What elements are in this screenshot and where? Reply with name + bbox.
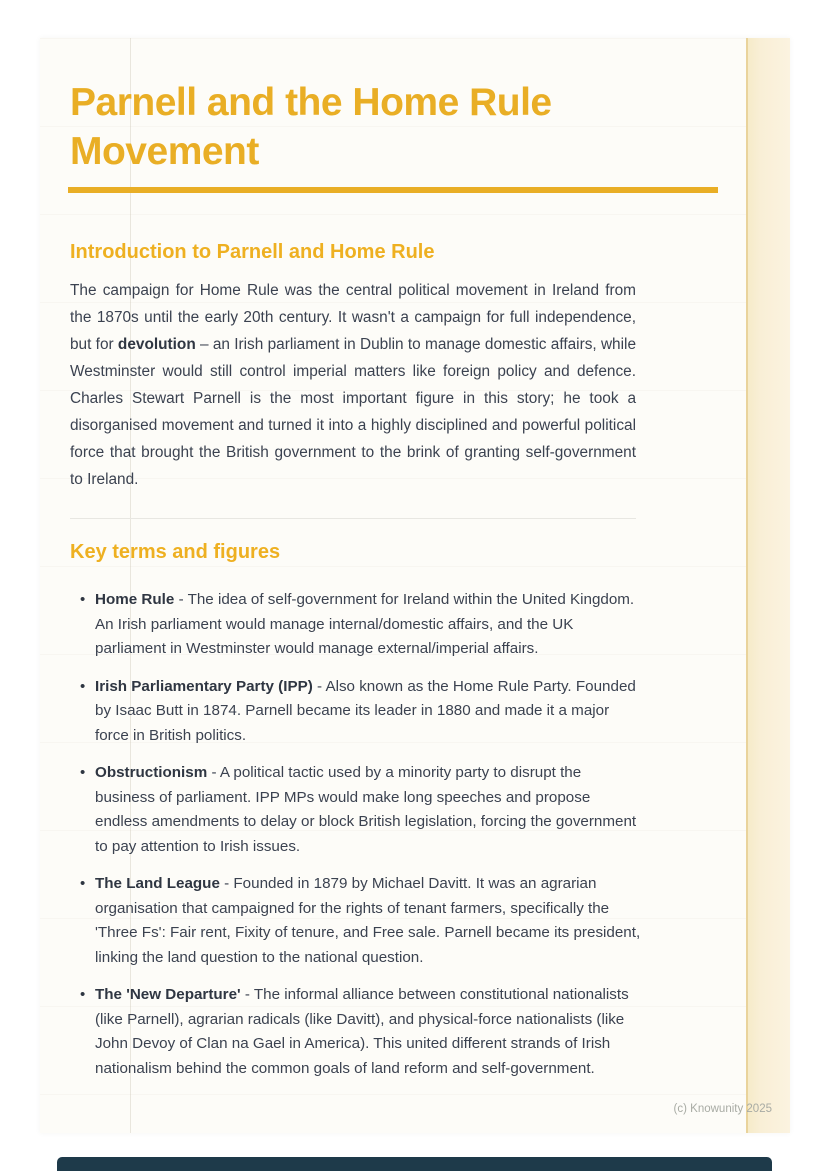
term-description: - The informal alliance between constitutional nationalists (like Parnell), agrarian radicals (like Davitt), and physical-force nationalists (like John Devoy of Clan na Gael in America). This united different strands of Irish nationalism behind the common goals of land reform and self-government.	[95, 986, 629, 1077]
intro-bold-term: devolution	[117, 336, 196, 353]
term-description: - The idea of self-government for Ireland within the United Kingdom. An Irish parliament would manage internal/domestic affairs, and the UK parliament in Westminster would manage external/imperial affairs.	[95, 591, 635, 657]
list-item	[80, 872, 643, 970]
list-item	[80, 761, 643, 859]
bullet-icon: •	[80, 986, 86, 1003]
intro-text-after: – an Irish parliament in Dublin to manage domestic affairs, while Westminster would still control imperial matters like foreign policy and defence. Charles Stewart Parnell is the most important figure in this story; he took a disorganised movement and turned it into a highly disciplined and powerful political force that brought the British government to the brink of granting self-government to Ireland.	[70, 336, 637, 488]
copyright-notice: (c) Knowunity 2025	[673, 1103, 772, 1115]
term-description: - Founded in 1879 by Michael Davitt. It was an agrarian organisation that campaigned for the rights of tenant farmers, specifically the 'Three Fs': Fair rent, Fixity of tenure, and Free sale. Parnell became its president, linking the land question to the national question.	[95, 875, 641, 966]
term-label: The 'New Departure'	[95, 986, 241, 1003]
next-page-top-edge	[57, 1157, 772, 1171]
term-description: - A political tactic used by a minority party to disrupt the business of parliament. IPP MPs would make long speeches and propose endless amendments to delay or block British legislation, forcing the government to pay attention to Irish issues.	[95, 764, 637, 855]
intro-text-before: The campaign for Home Rule was the central political movement in Ireland from the 1870s until the early 20th century. It wasn't a campaign for full independence, but for	[70, 282, 636, 353]
list-item	[80, 675, 643, 749]
page-content	[40, 38, 790, 1081]
page-title: Parnell and the Home Rule Movement	[70, 81, 552, 173]
title-underline	[68, 187, 718, 193]
list-item	[80, 588, 643, 662]
term-label: The Land League	[95, 875, 220, 892]
bullet-icon: •	[80, 764, 86, 781]
section-heading-introduction: Introduction to Parnell and Home Rule	[70, 241, 435, 263]
term-label: Home Rule	[95, 591, 175, 608]
term-description: - Also known as the Home Rule Party. Founded by Isaac Butt in 1874. Parnell became its leader in 1880 and made it a major force in British politics.	[95, 677, 636, 744]
bullet-icon: •	[80, 591, 86, 608]
section-heading-key-terms: Key terms and figures	[70, 541, 281, 563]
bullet-icon: •	[80, 677, 86, 695]
bullet-icon: •	[80, 875, 86, 892]
term-label: Irish Parliamentary Party (IPP)	[95, 677, 313, 695]
term-label: Obstructionism	[95, 764, 208, 781]
list-item	[80, 983, 643, 1081]
key-terms-list	[70, 588, 643, 1081]
document-page	[40, 38, 790, 1133]
section-divider	[70, 518, 636, 519]
intro-paragraph	[70, 277, 636, 493]
